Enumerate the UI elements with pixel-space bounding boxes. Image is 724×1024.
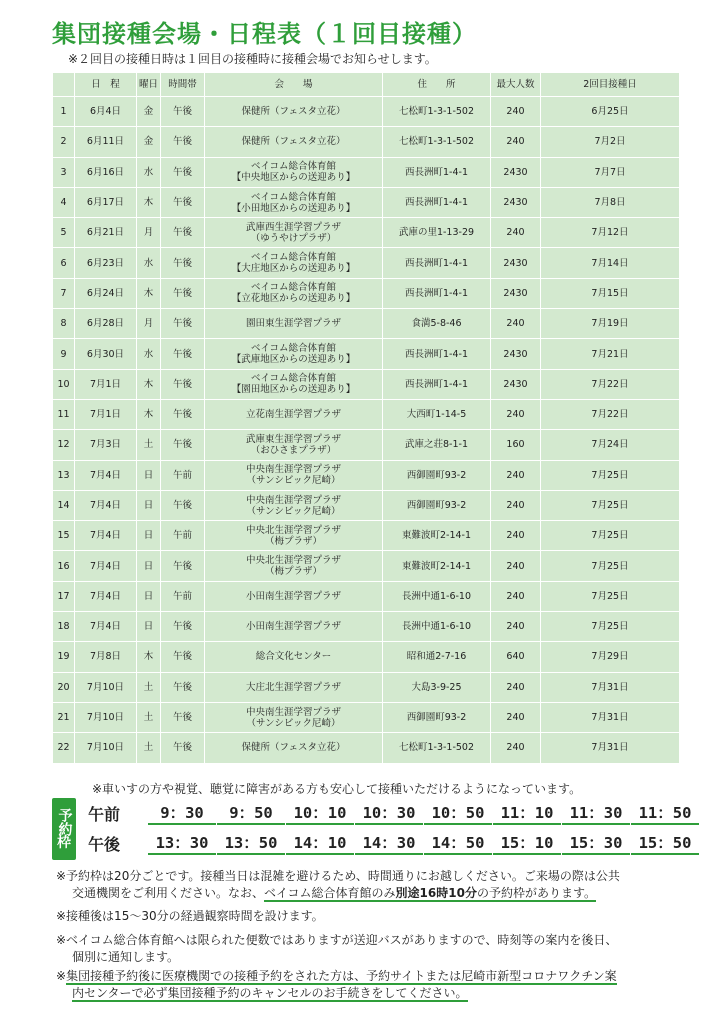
table-row: [53, 309, 680, 339]
slot-time: 10：30: [355, 801, 423, 825]
row-venue: [205, 369, 383, 399]
row-second-dose: 7月25日: [541, 581, 680, 611]
row-second-dose: 7月22日: [541, 399, 680, 429]
venue-note: （サンシビック尼崎）: [246, 475, 341, 487]
slot-time: 14：30: [355, 831, 423, 855]
slot-time: 9：50: [217, 801, 285, 825]
row-date: 7月8日: [75, 642, 137, 672]
row-venue: [205, 127, 383, 157]
row-day: 土: [137, 733, 161, 763]
slot-time: 10：50: [424, 801, 492, 825]
venue-note: 【武庫地区からの送迎あり】: [231, 354, 356, 366]
table-row: [53, 551, 680, 581]
row-second-dose: 6月25日: [541, 97, 680, 127]
row-time: 午後: [161, 642, 205, 672]
venue-note: （梅プラザ）: [264, 566, 322, 578]
schedule-table: [52, 72, 680, 764]
row-second-dose: 7月19日: [541, 309, 680, 339]
venue-name: 中央北生涯学習プラザ: [245, 524, 341, 536]
row-day: 土: [137, 672, 161, 702]
header-address: 住 所: [383, 73, 491, 97]
row-second-dose: 7月12日: [541, 218, 680, 248]
row-max: 640: [491, 642, 541, 672]
row-time: 午後: [161, 490, 205, 520]
venue-name: 中央南生涯学習プラザ: [245, 464, 341, 476]
venue-name: 保健所（フェスタ立花）: [241, 106, 346, 118]
am-slots: [88, 800, 700, 826]
row-date: 7月4日: [75, 521, 137, 551]
pm-label: 午後: [88, 834, 121, 854]
row-number: 21: [53, 702, 75, 732]
row-second-dose: 7月7日: [541, 157, 680, 187]
venue-name: 武庫西生涯学習プラザ: [245, 221, 341, 233]
note-bold: 別途16時10分: [395, 886, 477, 900]
row-time: 午後: [161, 97, 205, 127]
slot-time: 13：50: [217, 831, 285, 855]
venue-note: 【小田地区からの送迎あり】: [231, 202, 356, 214]
row-max: 240: [491, 551, 541, 581]
row-date: 7月10日: [75, 672, 137, 702]
venue-note: 【園田地区からの送迎あり】: [231, 384, 356, 396]
note-text: ※ベイコム総合体育館へは限られた便数ではありますが送迎バスがありますので、時刻等の案内を後日、: [56, 933, 618, 947]
row-max: 240: [491, 521, 541, 551]
row-venue: [205, 581, 383, 611]
row-address: 西御園町93-2: [383, 702, 491, 732]
row-max: 240: [491, 399, 541, 429]
row-time: 午後: [161, 733, 205, 763]
slot-time: 15：50: [631, 831, 699, 855]
note-text: 個別に通知します。: [72, 950, 180, 964]
row-number: 20: [53, 672, 75, 702]
row-time: 午後: [161, 278, 205, 308]
row-number: 11: [53, 399, 75, 429]
table-row: [53, 521, 680, 551]
header-max: 最大人数: [491, 73, 541, 97]
row-venue: [205, 551, 383, 581]
table-row: [53, 97, 680, 127]
row-day: 日: [137, 521, 161, 551]
note-observation: ※接種後は15～30分の経過観察時間を設けます。: [56, 909, 324, 923]
table-row: [53, 278, 680, 308]
row-max: 240: [491, 309, 541, 339]
note-cancellation: [56, 968, 696, 1002]
table-row: [53, 430, 680, 460]
venue-note: 【大庄地区からの送迎あり】: [231, 263, 356, 275]
row-address: 東難波町2-14-1: [383, 521, 491, 551]
table-row: [53, 581, 680, 611]
row-date: 7月4日: [75, 490, 137, 520]
row-time: 午後: [161, 248, 205, 278]
table-row: [53, 248, 680, 278]
venue-note: 【立花地区からの送迎あり】: [231, 293, 356, 305]
row-number: 4: [53, 187, 75, 217]
row-second-dose: 7月22日: [541, 369, 680, 399]
slot-time: 14：50: [424, 831, 492, 855]
row-second-dose: 7月31日: [541, 733, 680, 763]
header-venue: 会 場: [205, 73, 383, 97]
row-address: 長洲中通1-6-10: [383, 612, 491, 642]
row-address: 七松町1-3-1-502: [383, 733, 491, 763]
note-highlight: [264, 886, 596, 902]
row-day: 日: [137, 460, 161, 490]
row-time: 午前: [161, 460, 205, 490]
row-venue: [205, 399, 383, 429]
row-second-dose: 7月25日: [541, 460, 680, 490]
row-max: 240: [491, 581, 541, 611]
row-time: 午後: [161, 127, 205, 157]
note-text: 交通機関をご利用ください。なお、: [72, 886, 265, 900]
row-time: 午後: [161, 187, 205, 217]
table-row: [53, 127, 680, 157]
am-label: 午前: [88, 804, 121, 824]
venue-name: 武庫東生涯学習プラザ: [245, 433, 341, 445]
table-row: [53, 187, 680, 217]
row-number: 9: [53, 339, 75, 369]
note-text: ベイコム総合体育館のみ: [264, 886, 396, 900]
row-venue: [205, 248, 383, 278]
row-number: 7: [53, 278, 75, 308]
slots-label-bottom: 枠: [57, 834, 71, 851]
row-max: 240: [491, 702, 541, 732]
row-second-dose: 7月25日: [541, 551, 680, 581]
venue-name: ベイコム総合体育館: [250, 252, 337, 264]
slot-time: 9：30: [148, 801, 216, 825]
row-address: 西長洲町1-4-1: [383, 187, 491, 217]
row-address: 七松町1-3-1-502: [383, 97, 491, 127]
row-number: 1: [53, 97, 75, 127]
row-number: 14: [53, 490, 75, 520]
row-address: 食満5-8-46: [383, 309, 491, 339]
table-row: [53, 339, 680, 369]
row-max: 2430: [491, 157, 541, 187]
row-day: 水: [137, 248, 161, 278]
row-number: 18: [53, 612, 75, 642]
table-row: [53, 369, 680, 399]
row-address: 東難波町2-14-1: [383, 551, 491, 581]
row-venue: [205, 157, 383, 187]
row-number: 13: [53, 460, 75, 490]
slot-time: 11：50: [631, 801, 699, 825]
table-row: [53, 490, 680, 520]
note-highlight: 内センターで必ず集団接種予約のキャンセルのお手続きをしてください。: [72, 986, 468, 1000]
row-number: 17: [53, 581, 75, 611]
row-venue: [205, 612, 383, 642]
row-second-dose: 7月15日: [541, 278, 680, 308]
row-day: 日: [137, 490, 161, 520]
row-second-dose: 7月31日: [541, 702, 680, 732]
table-row: [53, 460, 680, 490]
row-time: 午後: [161, 157, 205, 187]
row-number: 5: [53, 218, 75, 248]
venue-name: 保健所（フェスタ立花）: [241, 136, 346, 148]
row-address: 西長洲町1-4-1: [383, 248, 491, 278]
row-address: 西長洲町1-4-1: [383, 157, 491, 187]
row-address: 武庫之荘8-1-1: [383, 430, 491, 460]
note-highlight: 集団接種予約後に医療機関での接種予約をされた方は、予約サイトまたは尼崎市新型コロナワクチン案: [66, 969, 617, 983]
slot-time: 10：10: [286, 801, 354, 825]
row-time: 午後: [161, 218, 205, 248]
row-number: 10: [53, 369, 75, 399]
row-venue: [205, 521, 383, 551]
note-slot-interval: [56, 868, 696, 902]
note-indent-line: [56, 985, 696, 1002]
venue-note: 【中央地区からの送迎あり】: [231, 172, 356, 184]
row-date: 7月4日: [75, 460, 137, 490]
row-venue: [205, 278, 383, 308]
row-date: 7月4日: [75, 612, 137, 642]
row-max: 240: [491, 490, 541, 520]
row-second-dose: 7月14日: [541, 248, 680, 278]
slot-time: 15：10: [493, 831, 561, 855]
row-date: 7月4日: [75, 551, 137, 581]
table-row: [53, 672, 680, 702]
row-date: 7月4日: [75, 581, 137, 611]
row-second-dose: 7月8日: [541, 187, 680, 217]
pm-slots: [88, 830, 700, 856]
venue-name: ベイコム総合体育館: [250, 373, 337, 385]
table-row: [53, 157, 680, 187]
venue-name: 中央南生涯学習プラザ: [245, 494, 341, 506]
table-row: [53, 733, 680, 763]
row-time: 午前: [161, 521, 205, 551]
row-number: 8: [53, 309, 75, 339]
row-venue: [205, 642, 383, 672]
row-date: 6月30日: [75, 339, 137, 369]
table-row: [53, 218, 680, 248]
row-day: 日: [137, 551, 161, 581]
row-second-dose: 7月31日: [541, 672, 680, 702]
row-address: 七松町1-3-1-502: [383, 127, 491, 157]
venue-note: （梅プラザ）: [264, 535, 322, 547]
venue-name: 保健所（フェスタ立花）: [241, 742, 346, 754]
venue-name: 大庄北生涯学習プラザ: [245, 681, 341, 693]
row-venue: [205, 460, 383, 490]
row-max: 2430: [491, 278, 541, 308]
row-second-dose: 7月24日: [541, 430, 680, 460]
row-day: 水: [137, 339, 161, 369]
row-address: 大西町1-14-5: [383, 399, 491, 429]
row-number: 2: [53, 127, 75, 157]
row-max: 240: [491, 460, 541, 490]
header-no: [53, 73, 75, 97]
row-venue: [205, 733, 383, 763]
row-time: 午後: [161, 672, 205, 702]
row-day: 月: [137, 309, 161, 339]
row-day: 木: [137, 399, 161, 429]
row-day: 木: [137, 369, 161, 399]
row-day: 木: [137, 278, 161, 308]
row-date: 7月10日: [75, 733, 137, 763]
row-day: 金: [137, 127, 161, 157]
row-max: 240: [491, 733, 541, 763]
row-date: 6月21日: [75, 218, 137, 248]
row-max: 240: [491, 672, 541, 702]
row-max: 2430: [491, 369, 541, 399]
row-venue: [205, 309, 383, 339]
row-second-dose: 7月2日: [541, 127, 680, 157]
row-date: 6月16日: [75, 157, 137, 187]
row-address: 西御園町93-2: [383, 460, 491, 490]
row-number: 19: [53, 642, 75, 672]
row-venue: [205, 430, 383, 460]
reservation-slots-label: [52, 798, 76, 860]
venue-note: （ゆうやけプラザ）: [250, 232, 337, 244]
row-address: 武庫の里1-13-29: [383, 218, 491, 248]
row-number: 16: [53, 551, 75, 581]
venue-name: ベイコム総合体育館: [250, 343, 337, 355]
row-max: 240: [491, 97, 541, 127]
row-address: 昭和通2-7-16: [383, 642, 491, 672]
row-venue: [205, 672, 383, 702]
venue-note: （サンシビック尼崎）: [246, 717, 341, 729]
row-date: 7月1日: [75, 369, 137, 399]
note-shuttle-bus: [56, 932, 696, 966]
row-venue: [205, 187, 383, 217]
row-venue: [205, 339, 383, 369]
accessibility-notice: ※車いすの方や視覚、聴覚に障害がある方も安心して接種いただけるようになっています。: [92, 782, 582, 796]
row-time: 午後: [161, 430, 205, 460]
slot-time: 15：30: [562, 831, 630, 855]
header-second-dose: 2回目接種日: [541, 73, 680, 97]
row-date: 6月28日: [75, 309, 137, 339]
table-row: [53, 399, 680, 429]
row-date: 7月3日: [75, 430, 137, 460]
row-day: 水: [137, 157, 161, 187]
row-max: 2430: [491, 339, 541, 369]
row-time: 午後: [161, 399, 205, 429]
row-max: 2430: [491, 248, 541, 278]
venue-name: 小田南生涯学習プラザ: [245, 590, 341, 602]
header-time: 時間帯: [161, 73, 205, 97]
note-text: ※: [56, 969, 67, 983]
table-row: [53, 612, 680, 642]
row-day: 月: [137, 218, 161, 248]
row-day: 土: [137, 430, 161, 460]
slots-label-top: 予約: [56, 807, 73, 836]
row-date: 6月23日: [75, 248, 137, 278]
row-address: 西御園町93-2: [383, 490, 491, 520]
row-date: 7月1日: [75, 399, 137, 429]
row-day: 木: [137, 187, 161, 217]
row-second-dose: 7月25日: [541, 490, 680, 520]
row-time: 午後: [161, 309, 205, 339]
row-number: 15: [53, 521, 75, 551]
row-date: 6月4日: [75, 97, 137, 127]
row-day: 日: [137, 581, 161, 611]
page-title: 集団接種会場・日程表（１回目接種）: [52, 20, 477, 48]
row-max: 240: [491, 127, 541, 157]
row-day: 木: [137, 642, 161, 672]
venue-name: ベイコム総合体育館: [250, 191, 337, 203]
row-day: 金: [137, 97, 161, 127]
row-time: 午後: [161, 551, 205, 581]
venue-name: ベイコム総合体育館: [250, 161, 337, 173]
row-number: 12: [53, 430, 75, 460]
venue-name: 総合文化センター: [255, 651, 332, 663]
row-venue: [205, 490, 383, 520]
venue-note: （おひさまプラザ）: [250, 444, 337, 456]
note-text: ※予約枠は20分ごとです。接種当日は混雑を避けるため、時間通りにお越しください。ご来場の際は公共: [56, 869, 620, 883]
venue-name: 中央南生涯学習プラザ: [245, 706, 341, 718]
table-header-row: [53, 73, 680, 97]
row-date: 6月17日: [75, 187, 137, 217]
row-venue: [205, 218, 383, 248]
row-number: 6: [53, 248, 75, 278]
venue-name: 立花南生涯学習プラザ: [245, 409, 341, 421]
row-time: 午後: [161, 369, 205, 399]
row-number: 3: [53, 157, 75, 187]
slot-time: 11：10: [493, 801, 561, 825]
row-address: 大島3-9-25: [383, 672, 491, 702]
row-day: 土: [137, 702, 161, 732]
row-max: 240: [491, 218, 541, 248]
note-indent-line: [56, 885, 696, 902]
row-max: 240: [491, 612, 541, 642]
row-date: 6月11日: [75, 127, 137, 157]
row-venue: [205, 702, 383, 732]
header-day: 曜日: [137, 73, 161, 97]
row-time: 午前: [161, 581, 205, 611]
row-max: 160: [491, 430, 541, 460]
row-second-dose: 7月25日: [541, 612, 680, 642]
slot-time: 13：30: [148, 831, 216, 855]
row-address: 西長洲町1-4-1: [383, 278, 491, 308]
venue-name: 園田東生涯学習プラザ: [245, 318, 341, 330]
row-time: 午後: [161, 612, 205, 642]
row-max: 2430: [491, 187, 541, 217]
row-day: 日: [137, 612, 161, 642]
table-row: [53, 642, 680, 672]
row-address: 西長洲町1-4-1: [383, 339, 491, 369]
venue-name: ベイコム総合体育館: [250, 282, 337, 294]
row-second-dose: 7月21日: [541, 339, 680, 369]
row-time: 午後: [161, 339, 205, 369]
note-text: の予約枠があります。: [476, 886, 596, 900]
row-second-dose: 7月29日: [541, 642, 680, 672]
venue-note: （サンシビック尼崎）: [246, 505, 341, 517]
row-address: 長洲中通1-6-10: [383, 581, 491, 611]
row-address: 西長洲町1-4-1: [383, 369, 491, 399]
row-time: 午後: [161, 702, 205, 732]
venue-name: 中央北生涯学習プラザ: [245, 555, 341, 567]
row-venue: [205, 97, 383, 127]
row-second-dose: 7月25日: [541, 521, 680, 551]
page-subtitle: ※２回目の接種日時は１回目の接種時に接種会場でお知らせします。: [68, 52, 437, 66]
header-date: 日 程: [75, 73, 137, 97]
row-number: 22: [53, 733, 75, 763]
slot-time: 14：10: [286, 831, 354, 855]
venue-name: 小田南生涯学習プラザ: [245, 621, 341, 633]
row-date: 6月24日: [75, 278, 137, 308]
slot-time: 11：30: [562, 801, 630, 825]
table-row: [53, 702, 680, 732]
row-date: 7月10日: [75, 702, 137, 732]
